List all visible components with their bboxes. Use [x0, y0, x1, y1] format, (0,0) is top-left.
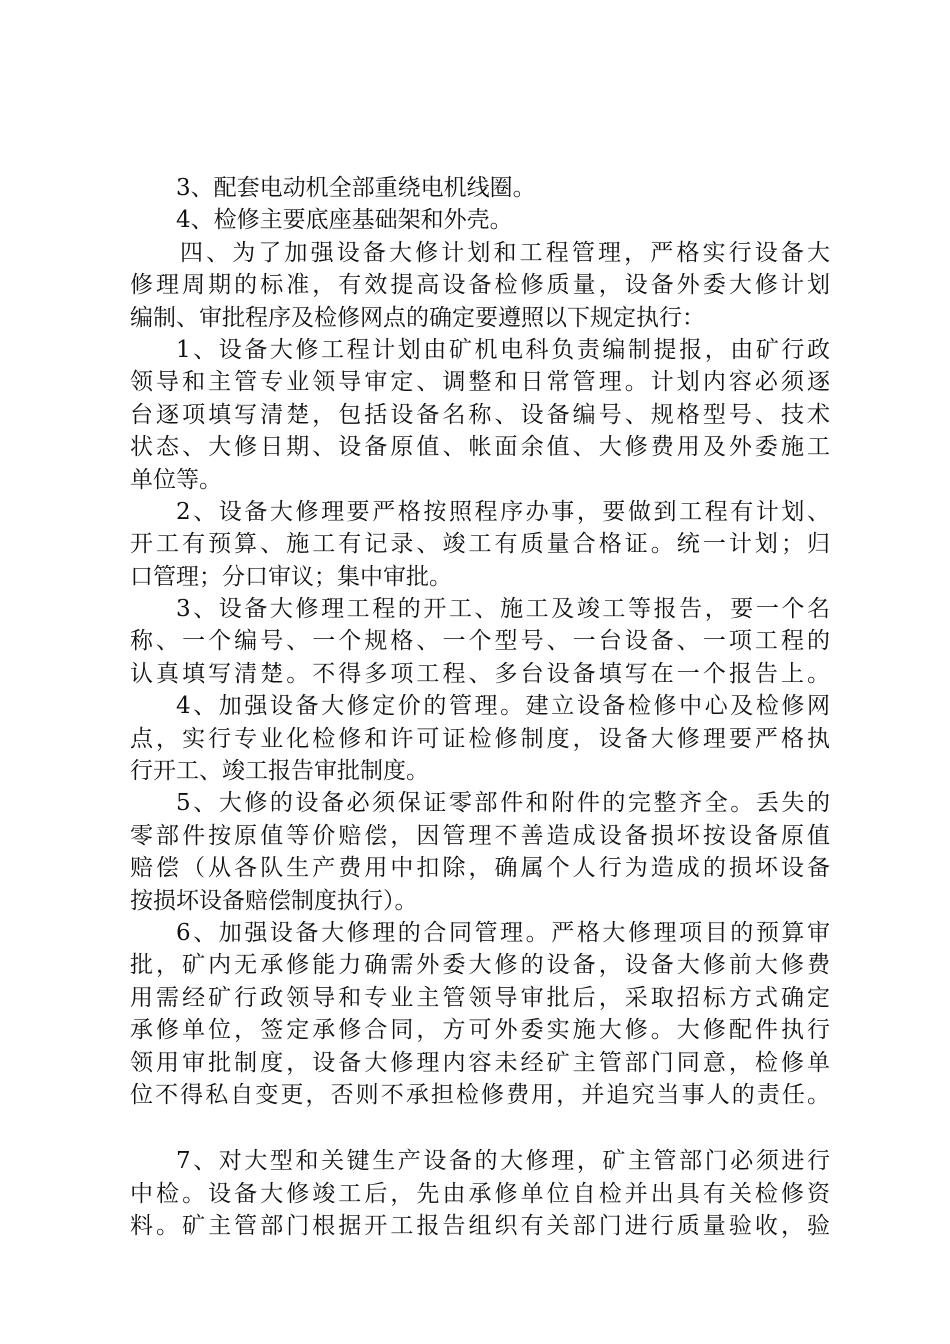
paragraph-rule-3-line: 认真填写清楚。不得多项工程、多台设备填写在一个报告上。 — [130, 660, 830, 687]
paragraph-rule-6-line: 6、加强设备大修理的合同管理。严格大修理项目的预算审 — [176, 919, 830, 946]
paragraph-rule-5-line: 5、大修的设备必须保证零部件和附件的完整齐全。丢失的 — [176, 790, 830, 817]
paragraph-rule-7-line: 料。矿主管部门根据开工报告组织有关部门进行质量验收，验 — [130, 1213, 830, 1240]
paragraph-rule-4-line: 4、加强设备大修定价的管理。建立设备检修中心及检修网 — [176, 693, 830, 720]
paragraph-rule-4-line: 点，实行专业化检修和许可证检修制度，设备大修理要严格执 — [130, 725, 830, 752]
paragraph-rule-6-line: 用需经矿行政领导和专业主管领导审批后，采取招标方式确定 — [130, 984, 830, 1011]
paragraph-rule-1-line: 台逐项填写清楚，包括设备名称、设备编号、规格型号、技术 — [130, 401, 830, 428]
paragraph-rule-2-line: 2、设备大修理要严格按照程序办事，要做到工程有计划、 — [176, 498, 830, 525]
paragraph-rule-6-line: 承修单位，签定承修合同，方可外委实施大修。大修配件执行 — [130, 1017, 830, 1044]
paragraph-rule-1-line: 领导和主管专业领导审定、调整和日常管理。计划内容必须逐 — [130, 369, 830, 396]
paragraph-rule-2-line: 口管理；分口审议；集中审批。 — [130, 563, 452, 590]
paragraph-rule-6-line: 领用审批制度，设备大修理内容未经矿主管部门同意，检修单 — [130, 1049, 830, 1076]
paragraph-rule-5-line: 零部件按原值等价赔偿，因管理不善造成设备损坏按设备原值 — [130, 822, 830, 849]
paragraph-rule-3-line: 称、一个编号、一个规格、一个型号、一台设备、一项工程的 — [130, 628, 830, 655]
paragraph-item-4-base-frame: 4、检修主要底座基础架和外壳。 — [176, 207, 513, 234]
paragraph-rule-5-line: 赔偿（从各队生产费用中扣除，确属个人行为造成的损坏设备 — [130, 855, 830, 882]
paragraph-item-3-motor-rewind: 3、配套电动机全部重绕电机线圈。 — [176, 175, 536, 201]
paragraph-rule-1-line: 1、设备大修工程计划由矿机电科负责编制提报，由矿行政 — [176, 336, 830, 363]
paragraph-section-4-line: 四、为了加强设备大修计划和工程管理，严格实行设备大 — [180, 239, 830, 266]
paragraph-rule-2-line: 开工有预算、施工有记录、竣工有质量合格证。统一计划；归 — [130, 531, 830, 558]
paragraph-rule-6-line: 批，矿内无承修能力确需外委大修的设备，设备大修前大修费 — [130, 952, 830, 979]
paragraph-rule-4-line: 行开工、竣工报告审批制度。 — [130, 758, 429, 785]
paragraph-rule-7-line: 中检。设备大修竣工后，先由承修单位自检并出具有关检修资 — [130, 1180, 830, 1207]
paragraph-rule-5-line: 按损坏设备赔偿制度执行）。 — [130, 887, 418, 914]
paragraph-spacer — [130, 1111, 830, 1145]
paragraph-rule-1-line: 状态、大修日期、设备原值、帐面余值、大修费用及外委施工 — [130, 434, 830, 461]
paragraph-rule-3-line: 3、设备大修理工程的开工、施工及竣工等报告，要一个名 — [176, 596, 830, 623]
paragraph-rule-1-line: 单位等。 — [130, 466, 222, 493]
document-body — [130, 172, 830, 1243]
paragraph-section-4-line: 编制、审批程序及检修网点的确定要遵照以下规定执行： — [130, 304, 705, 331]
paragraph-rule-6-line: 位不得私自变更，否则不承担检修费用，并追究当事人的责任。 — [130, 1081, 830, 1108]
paragraph-rule-7-line: 7、对大型和关键生产设备的大修理，矿主管部门必须进行 — [176, 1148, 830, 1175]
paragraph-section-4-line: 修理周期的标准，有效提高设备检修质量，设备外委大修计划 — [130, 272, 830, 299]
